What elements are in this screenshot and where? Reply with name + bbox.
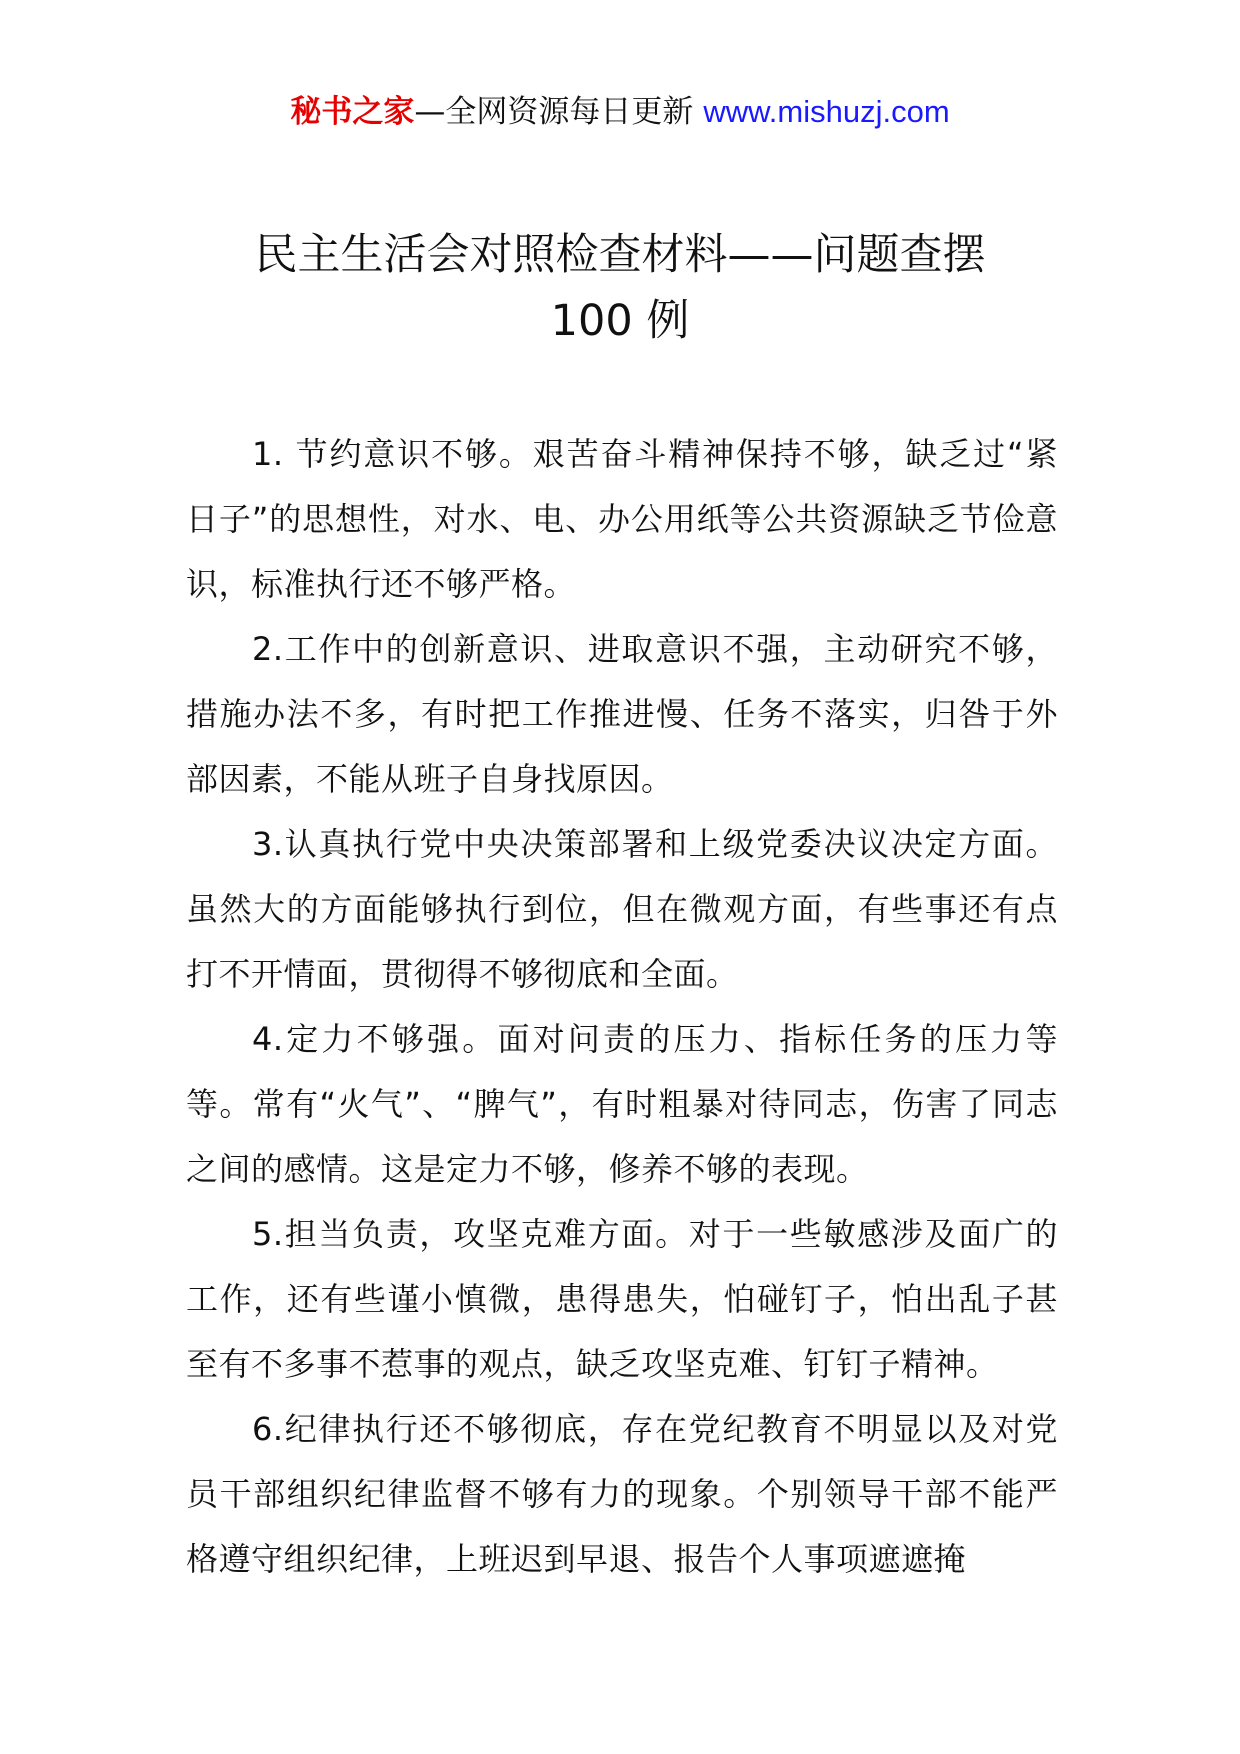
paragraph-4: 4.定力不够强。面对问责的压力、指标任务的压力等等。常有“火气”、“脾气”，有时粗暴对待同志，伤害了同志之间的感情。这是定力不够，修养不够的表现。 bbox=[186, 1020, 1058, 1188]
header-slogan: —全网资源每日更新 bbox=[414, 94, 694, 130]
brand-name: 秘书之家 bbox=[290, 94, 415, 130]
paragraph-6: 6.纪律执行还不够彻底，存在党纪教育不明显以及对党员干部组织纪律监督不够有力的现象。个别领导干部不能严格遵守组织纪律，上班迟到早退、报告个人事项遮遮掩 bbox=[186, 1410, 1058, 1578]
document-title bbox=[150, 222, 1090, 354]
title-line-1: 民主生活会对照检查材料——问题查摆 bbox=[254, 230, 986, 280]
document-body bbox=[186, 422, 1058, 1592]
site-header bbox=[0, 92, 1240, 132]
paragraph-3: 3.认真执行党中央决策部署和上级党委决议决定方面。虽然大的方面能够执行到位，但在微观方面，有些事还有点打不开情面，贯彻得不够彻底和全面。 bbox=[186, 825, 1058, 993]
paragraph-1: 1. 节约意识不够。艰苦奋斗精神保持不够，缺乏过“紧日子”的思想性，对水、电、办公用纸等公共资源缺乏节俭意识，标准执行还不够严格。 bbox=[186, 435, 1058, 603]
paragraph-5: 5.担当负责，攻坚克难方面。对于一些敏感涉及面广的工作，还有些谨小慎微，患得患失，怕碰钉子，怕出乱子甚至有不多事不惹事的观点，缺乏攻坚克难、钉钉子精神。 bbox=[186, 1215, 1058, 1383]
title-line-2: 100 例 bbox=[550, 296, 690, 346]
paragraph-2: 2.工作中的创新意识、进取意识不强，主动研究不够，措施办法不多，有时把工作推进慢、任务不落实，归咎于外部因素，不能从班子自身找原因。 bbox=[186, 630, 1058, 798]
site-url-link[interactable]: www.mishuzj.com bbox=[703, 94, 950, 129]
